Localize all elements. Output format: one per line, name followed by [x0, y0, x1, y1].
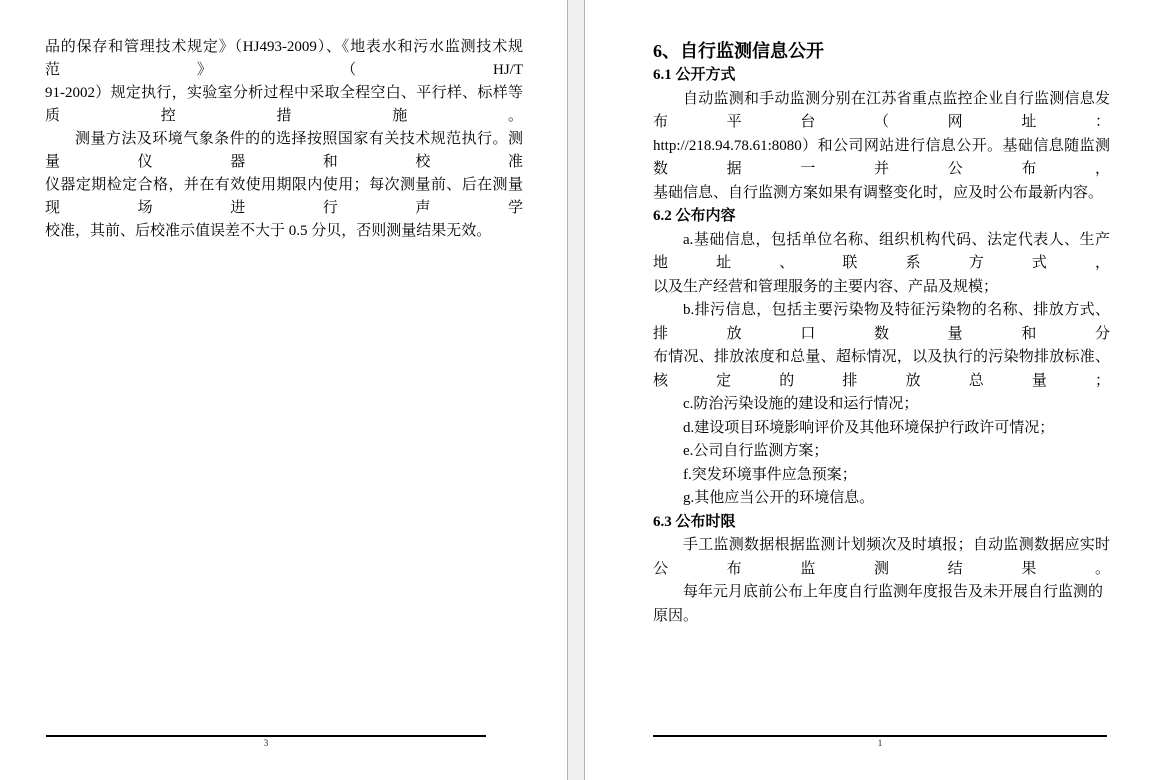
subsection-heading-6-1: 6.1 公开方式: [653, 67, 736, 83]
body-line: 布情况、排放浓度和总量、超标情况，以及执行的污染物排放标准、核定的排放总量；: [653, 349, 1110, 389]
body-line: a.基础信息，包括单位名称、组织机构代码、法定代表人、生产地址、联系方式，: [653, 231, 1110, 271]
body-line: 品的保存和管理技术规定》（HJ493-2009）、《地表水和污水监测技术规范》（HJ/T: [45, 39, 523, 78]
body-line: http://218.94.78.61:8080）和公司网站进行信息公开。基础信息随监测数据一并公布，: [653, 137, 1110, 177]
page-right-body: [653, 38, 1110, 628]
body-line: g.其他应当公开的环境信息。: [683, 490, 875, 506]
section-heading: 6、自行监测信息公开: [653, 41, 824, 61]
body-line: 以及生产经营和管理服务的主要内容、产品及规模；: [653, 278, 999, 295]
page-right-footer: [653, 735, 1107, 749]
subsection-heading-6-2: 6.2 公布内容: [653, 208, 736, 224]
body-line: f.突发环境事件应急预案；: [683, 466, 857, 483]
page-gutter: [567, 0, 585, 780]
subsection-heading-6-3: 6.3 公布时限: [653, 513, 736, 530]
body-line: 每年元月底前公布上年度自行监测年度报告及未开展自行监测的原因。: [653, 584, 1104, 624]
body-line: 校准，其前、后校准示值误差不大于 0.5 分贝，否则测量结果无效。: [45, 223, 492, 239]
body-line: 91-2002）规定执行，实验室分析过程中采取全程空白、平行样、标样等质控措施。: [45, 85, 523, 124]
page-number: 1: [877, 738, 883, 748]
body-line: 自动监测和手动监测分别在江苏省重点监控企业自行监测信息发布平台（网址：: [653, 90, 1110, 130]
body-line: 仪器定期检定合格，并在有效使用期限内使用；每次测量前、后在测量现场进行声学: [45, 177, 523, 216]
body-line: c.防治污染设施的建设和运行情况；: [683, 396, 919, 412]
body-line: 测量方法及环境气象条件的的选择按照国家有关技术规范执行。测量仪器和校准: [45, 131, 523, 170]
body-line: b.排污信息，包括主要污染物及特征污染物的名称、排放方式、排放口数量和分: [653, 302, 1110, 342]
page-number: 3: [263, 738, 269, 748]
page-left-body: [45, 36, 523, 243]
body-line: e.公司自行监测方案；: [683, 443, 829, 459]
body-line: d.建设项目环境影响评价及其他环境保护行政许可情况；: [683, 419, 1055, 436]
body-line: 手工监测数据根据监测计划频次及时填报；自动监测数据应实时公布监测结果。: [653, 537, 1110, 577]
page-left-footer: [46, 735, 486, 749]
body-line: 基础信息、自行监测方案如果有调整变化时，应及时公布最新内容。: [653, 184, 1104, 201]
